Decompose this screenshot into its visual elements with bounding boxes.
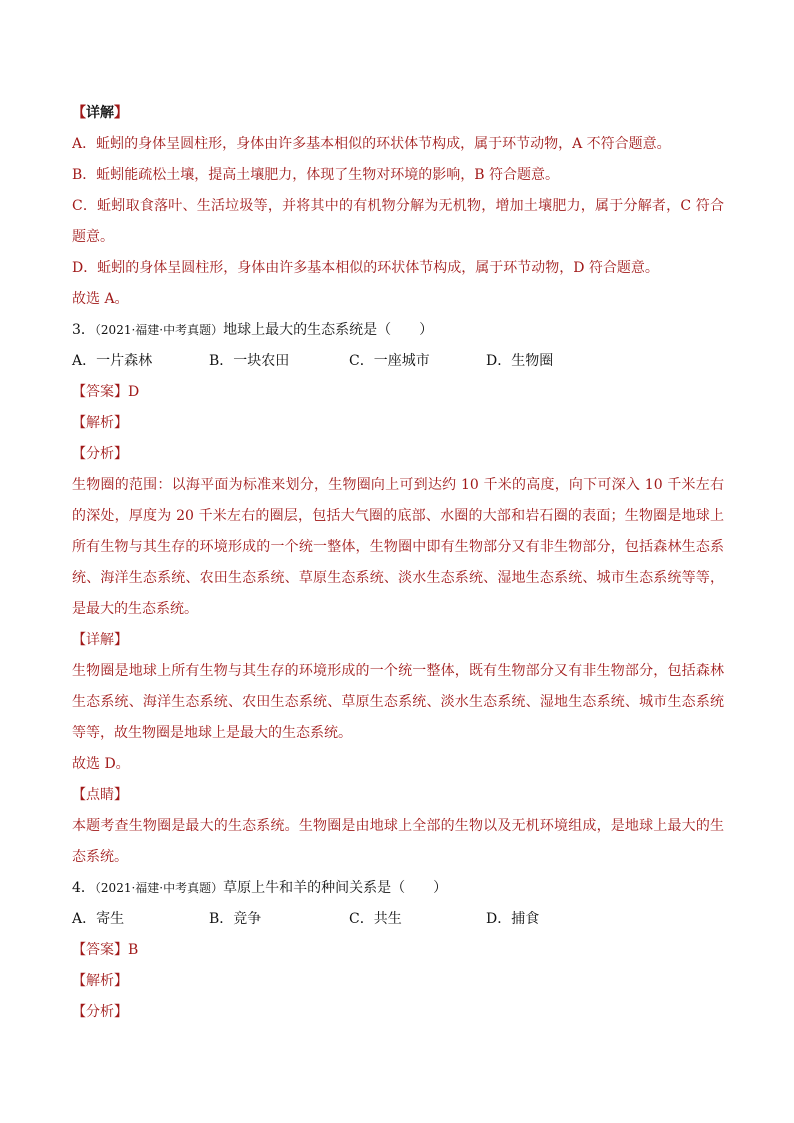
explain-option-b: B．蚯蚓能疏松土壤，提高土壤肥力，体现了生物对环境的影响，B 符合题意。 [72, 167, 560, 183]
question-3-options [72, 346, 724, 377]
option-b: B．一块农田 [209, 353, 290, 369]
answer-label: 【答案】 [72, 942, 128, 958]
answer-line [72, 935, 724, 966]
option-d: D．生物圈 [486, 353, 554, 369]
analysis-heading: 【解析】 [72, 415, 128, 431]
detail-text-q3: 生物圈是地球上所有生物与其生存的环境形成的一个统一整体，既有生物部分又有非生物部分，包括森林生态系统、海洋生态系统、农田生态系统、草原生态系统、淡水生态系统、湿地生态系统、城市生态系统等等，故生物圈是地球上是最大的生态系统。 [72, 663, 724, 741]
fenxi-heading: 【分析】 [72, 446, 128, 462]
conclusion: 故选 A。 [72, 291, 129, 307]
question-stem: 草原上牛和羊的种间关系是（ ） [223, 880, 448, 896]
question-4 [72, 873, 724, 904]
option-c: C．一座城市 [349, 353, 430, 369]
option-b: B．竞争 [209, 911, 262, 927]
answer-line [72, 377, 724, 408]
option-c: C．共生 [349, 911, 402, 927]
question-source: （2021·福建·中考真题） [94, 323, 224, 337]
dianjing-text: 本题考查生物圈是最大的生态系统。生物圈是由地球上全部的生物以及无机环境组成，是地球上最大的生态系统。 [72, 818, 724, 865]
dianjing-heading: 【点睛】 [72, 787, 128, 803]
fenxi-heading: 【分析】 [72, 1004, 128, 1020]
question-3 [72, 315, 724, 346]
question-number: 4． [72, 880, 95, 896]
option-a: A．寄生 [72, 911, 125, 927]
question-number: 3． [72, 322, 95, 338]
question-source: （2021·福建·中考真题） [94, 881, 224, 895]
explain-option-d: D．蚯蚓的身体呈圆柱形，身体由许多基本相似的环状体节构成，属于环节动物，D 符合题意。 [72, 260, 659, 276]
document-page [72, 98, 724, 1028]
explain-option-c: C．蚯蚓取食落叶、生活垃圾等，并将其中的有机物分解为无机物，增加土壤肥力，属于分解者，C 符合题意。 [72, 198, 724, 245]
conclusion-q3: 故选 D。 [72, 756, 130, 772]
fenxi-text: 生物圈的范围：以海平面为标准来划分，生物圈向上可到达约 10 千米的高度，向下可深入 10 千米左右的深处，厚度为 20 千米左右的圈层，包括大气圈的底部、水圈的大部和岩石圈的表面；生物圈是地球上所有生物与其生存的环境形成的一个统一整体，生物圈中即有生物部分又有非生物部分，包括森林生态系统、海洋生态系统、农田生态系统、草原生态系统、淡水生态系统、湿地生态系统、城市生态系统等等，是最大的生态系统。 [72, 477, 724, 617]
answer-value: D [128, 384, 140, 400]
question-4-options [72, 904, 724, 935]
option-d: D．捕食 [486, 911, 540, 927]
analysis-heading: 【解析】 [72, 973, 128, 989]
question-stem: 地球上最大的生态系统是（ ） [223, 322, 434, 338]
answer-label: 【答案】 [72, 384, 128, 400]
detail-heading: 【详解】 [72, 105, 128, 121]
explain-option-a: A．蚯蚓的身体呈圆柱形，身体由许多基本相似的环状体节构成，属于环节动物，A 不符合题意。 [72, 136, 671, 152]
detail-heading-q3: 【详解】 [72, 632, 128, 648]
answer-value: B [128, 942, 139, 958]
option-a: A．一片森林 [72, 353, 153, 369]
